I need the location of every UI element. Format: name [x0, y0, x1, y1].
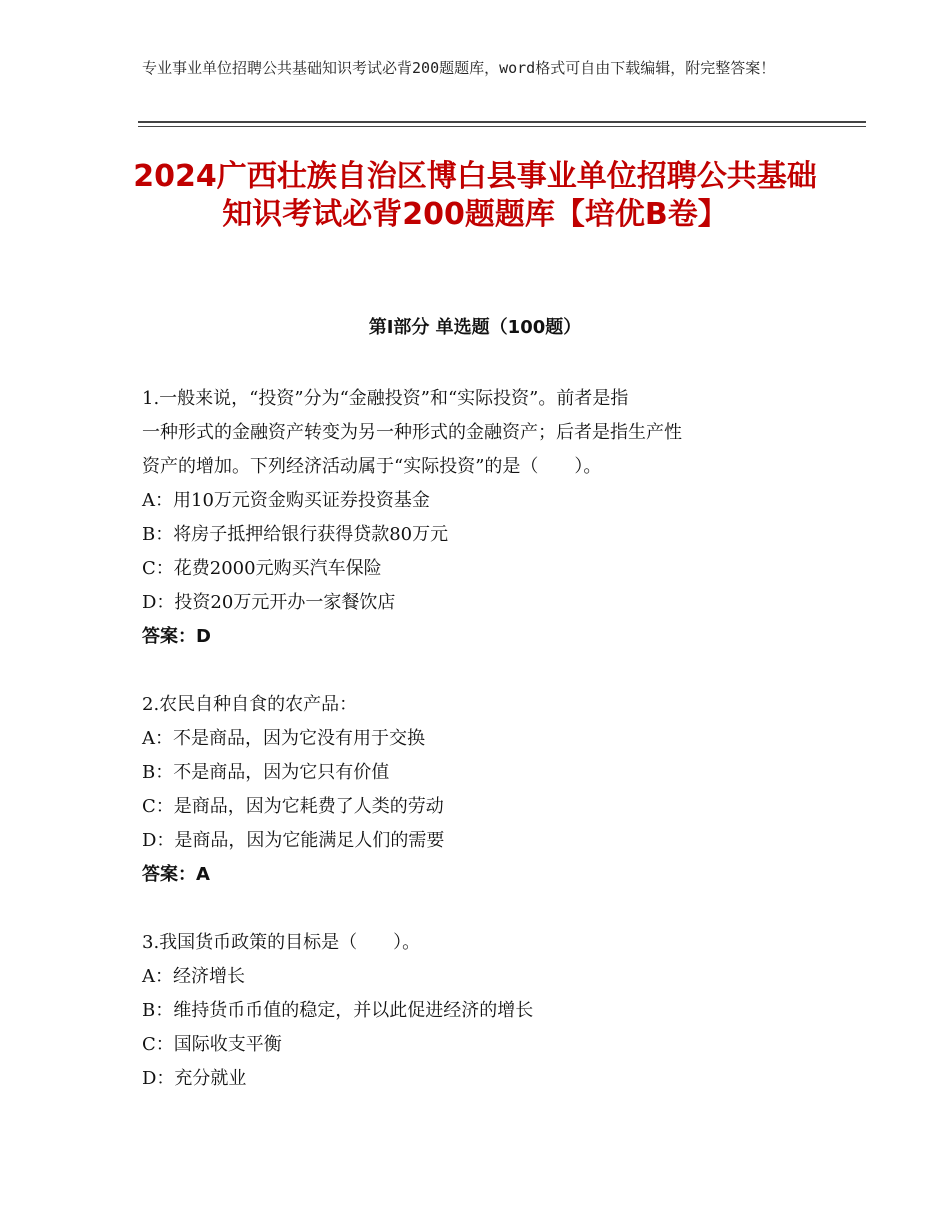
question-1 — [142, 382, 807, 654]
option-d: D：充分就业 — [142, 1068, 247, 1089]
document-title: 2024广西壮族自治区博白县事业单位招聘公共基础知识考试必背200题题库【培优B卷】 — [133, 159, 817, 232]
option-b: B：不是商品，因为它只有价值 — [142, 762, 390, 783]
option-a: A：不是商品，因为它没有用于交换 — [142, 728, 425, 749]
header-rule-thin — [138, 126, 866, 127]
option-c: C：国际收支平衡 — [142, 1034, 282, 1055]
question-stem-line: 一种形式的金融资产转变为另一种形式的金融资产；后者是指生产性 — [142, 422, 682, 443]
option-d: D：投资20万元开办一家餐饮店 — [142, 592, 396, 613]
question-list — [142, 382, 807, 1130]
header-note: 专业事业单位招聘公共基础知识考试必背200题题库，word格式可自由下载编辑，附完整答案！ — [142, 59, 776, 77]
question-stem-line: 3.我国货币政策的目标是（ ）。 — [142, 932, 421, 953]
header-rule-thick — [138, 121, 866, 123]
option-a: A：用10万元资金购买证券投资基金 — [142, 490, 430, 511]
question-2 — [142, 688, 807, 892]
option-b: B：将房子抵押给银行获得贷款80万元 — [142, 524, 449, 545]
option-c: C：花费2000元购买汽车保险 — [142, 558, 382, 579]
question-stem-line: 1.一般来说，“投资”分为“金融投资”和“实际投资”。前者是指 — [142, 388, 629, 409]
option-b: B：维持货币币值的稳定，并以此促进经济的增长 — [142, 1000, 534, 1021]
question-stem-line: 资产的增加。下列经济活动属于“实际投资”的是（ ）。 — [142, 456, 602, 477]
answer-label: 答案：D — [142, 626, 211, 647]
question-3 — [142, 926, 807, 1096]
question-stem-line: 2.农民自种自食的农产品： — [142, 694, 358, 715]
option-d: D：是商品，因为它能满足人们的需要 — [142, 830, 445, 851]
section-heading: 第Ⅰ部分 单选题（100题） — [368, 317, 582, 338]
answer-label: 答案：A — [142, 864, 210, 885]
option-c: C：是商品，因为它耗费了人类的劳动 — [142, 796, 444, 817]
option-a: A：经济增长 — [142, 966, 245, 987]
